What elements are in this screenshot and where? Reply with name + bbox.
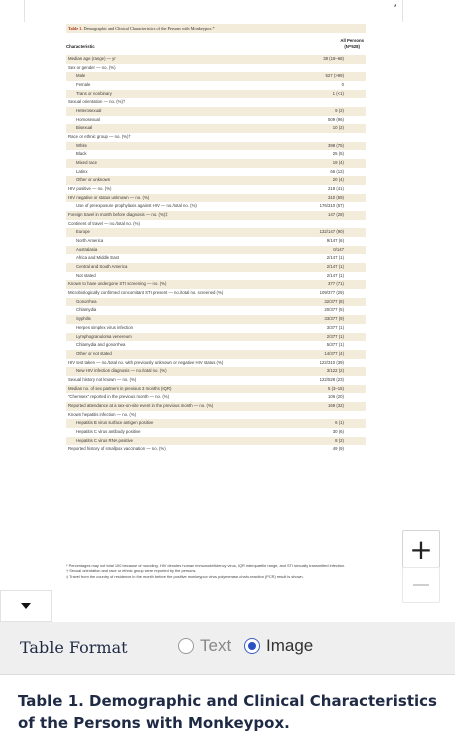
table-row: [66, 280, 366, 289]
row-value: 2/147 (1): [326, 255, 344, 261]
row-value: 310 (59): [327, 194, 344, 200]
row-value: 398 (75): [327, 142, 344, 148]
table-row: [66, 272, 366, 281]
row-characteristic: Central and South America: [76, 264, 128, 270]
row-characteristic: Chlamydia and gonorrhea: [76, 342, 126, 348]
table-image: [64, 22, 370, 612]
row-characteristic: Bisexual: [76, 125, 93, 131]
table-row: [66, 194, 366, 203]
row-characteristic: Homosexual: [76, 116, 100, 122]
footnote: * Percentages may not total 100 because of rounding. HIV denotes human immunodeficiency virus, IQR interquartile range, and STI sexually transmitted infection.: [66, 563, 346, 568]
format-option-text[interactable]: [178, 636, 231, 656]
table-title-label: Table 1.: [68, 26, 83, 31]
row-value: 5 (3–15): [327, 385, 344, 391]
table-row: [66, 124, 366, 133]
row-characteristic: North America: [76, 238, 104, 244]
row-value: 3/122 (2): [326, 368, 344, 374]
row-value: 38 (18–68): [323, 56, 344, 61]
row-value: 14/377 (4): [324, 350, 344, 356]
table-row: [66, 419, 366, 428]
toolbar-divider: [402, 0, 403, 22]
row-value: 2/147 (1): [326, 264, 344, 270]
row-value: 9 (2): [335, 108, 344, 114]
table-row: [66, 220, 366, 229]
table-image-viewer[interactable]: [0, 22, 455, 628]
row-characteristic: Race or ethnic group — no. (%)†: [68, 134, 131, 140]
row-value: 0: [341, 82, 344, 88]
row-value: 6 (1): [335, 420, 344, 426]
row-characteristic: White: [76, 142, 87, 148]
row-value: 122/528 (23): [319, 376, 344, 382]
row-characteristic: Microbiologically confirmed concomitant STI present — no./total no. screened (%): [68, 290, 224, 296]
table-footnotes: [66, 563, 366, 579]
table-rows: [66, 55, 366, 454]
row-value: 2/147 (1): [326, 272, 344, 278]
toolbar-glyph: ,: [393, 0, 397, 9]
row-characteristic: Foreign travel in month before diagnosis — no. (%)‡: [68, 212, 168, 218]
row-characteristic: HIV test taken — no./total no. with previously unknown or negative HIV status (%): [68, 359, 224, 365]
row-characteristic: Australasia: [76, 246, 98, 252]
row-characteristic: Not stated: [76, 272, 96, 278]
row-characteristic: Use of preexposure prophylaxis against HIV — no./total no. (%): [76, 203, 197, 209]
row-characteristic: Africa and Middle East: [76, 255, 119, 261]
radio-icon[interactable]: [178, 638, 194, 654]
row-value: 66 (12): [330, 168, 344, 174]
row-characteristic: HIV positive — no. (%): [68, 186, 112, 192]
row-value: 10 (2): [332, 125, 344, 131]
row-characteristic: Reported history of smallpox vaccination — no. (%): [68, 446, 166, 452]
row-characteristic: Syphilis: [76, 316, 91, 322]
row-characteristic: Herpes simplex virus infection: [76, 324, 134, 330]
table-row: [66, 211, 366, 220]
row-value: 147 (28): [327, 212, 344, 218]
table-row: [66, 90, 366, 99]
row-characteristic: Sex or gender — no. (%): [68, 64, 116, 70]
row-value: 3/377 (1): [326, 324, 344, 330]
row-characteristic: Known to have undergone STI screening — no. (%): [68, 281, 167, 287]
format-option-image[interactable]: [244, 636, 313, 656]
top-toolbar: [0, 0, 455, 23]
footnote: ‡ Travel from the country of residence in the month before the positive monkeypox virus polymerase-chain-reaction (PCR) result is shown.: [66, 573, 304, 579]
table-row: [66, 237, 366, 246]
row-value: 122/310 (39): [319, 359, 344, 365]
row-value: 106 (20): [327, 394, 344, 400]
row-value: 33/377 (9): [324, 316, 344, 322]
row-value: 132/147 (90): [319, 229, 344, 235]
row-characteristic: New HIV infection diagnosis — no./total no. (%): [76, 368, 167, 374]
row-characteristic: Lymphogranuloma venereum: [76, 333, 132, 339]
row-value: 9/147 (6): [326, 238, 344, 244]
table-row: [66, 176, 366, 185]
table-row: [66, 437, 366, 446]
row-value: 25 (5): [332, 151, 344, 157]
row-value: 30 (6): [332, 428, 344, 434]
column-header-characteristic: Characteristic: [66, 44, 95, 49]
row-characteristic: Other or not stated: [76, 350, 112, 356]
table-row: [66, 350, 366, 359]
column-header-all-persons-line1: All Persons: [340, 38, 364, 43]
column-header-all-persons-line2: (N=528): [344, 43, 360, 49]
row-value: 19 (4): [332, 160, 344, 166]
row-characteristic: Heterosexual: [76, 108, 102, 114]
table-row: [66, 142, 366, 151]
row-value: 169 (32): [327, 402, 344, 408]
table-row: [66, 289, 366, 298]
row-characteristic: Black: [76, 151, 87, 157]
row-value: 509 (96): [327, 116, 344, 122]
minus-icon: [413, 584, 429, 586]
row-value: 377 (71): [327, 281, 344, 287]
row-characteristic: Hepatitis C virus RNA positive: [76, 437, 134, 443]
table-row: [66, 263, 366, 272]
table-row: [66, 185, 366, 194]
table-row: [66, 411, 366, 420]
row-characteristic: Sexual history not known — no. (%): [68, 376, 137, 382]
row-value: 20 (4): [332, 177, 344, 183]
row-value: 5/377 (1): [326, 342, 344, 348]
row-characteristic: “Chemsex” reported in the previous month — no. (%): [68, 394, 170, 400]
row-characteristic: Europe: [76, 229, 90, 235]
table-row: [66, 359, 366, 368]
row-characteristic: Sexual orientation — no. (%)†: [68, 99, 126, 105]
row-value: 109/377 (29): [319, 290, 344, 296]
table-row: [66, 306, 366, 315]
table-row: [66, 246, 366, 255]
column-header-all-persons: [340, 38, 364, 49]
format-option-image-label: Image: [266, 636, 314, 655]
table-format-bar: [0, 622, 455, 675]
row-value: 20/377 (5): [324, 307, 344, 313]
row-characteristic: Female: [76, 82, 91, 88]
row-characteristic: Gonorrhea: [76, 298, 97, 304]
table-row: [66, 228, 366, 237]
row-value: 0/147: [333, 246, 344, 252]
table-row: [66, 81, 366, 90]
row-value: 2/377 (1): [326, 333, 344, 339]
row-value: 218 (41): [327, 186, 344, 192]
table-row: [66, 202, 366, 211]
table-row: [66, 55, 366, 64]
table-title-text: Demographic and Clinical Characteristics of the Persons with Monkeypox.*: [83, 26, 215, 31]
table-row: [66, 315, 366, 324]
table-row: [66, 133, 366, 142]
row-characteristic: Known hepatitis infection — no. (%): [68, 411, 137, 417]
chevron-down-icon: [21, 603, 31, 609]
table-row: [66, 428, 366, 437]
footnote: † Sexual orientation and race or ethnic group were reported by the persons.: [66, 568, 197, 574]
row-value: 176/310 (57): [319, 203, 344, 209]
table-row: [66, 298, 366, 307]
row-characteristic: Chlamydia: [76, 307, 97, 313]
table-format-label: Table Format: [20, 638, 128, 657]
row-characteristic: Median age (range) — yr: [68, 56, 116, 61]
table-row: [66, 254, 366, 263]
table-row: [66, 367, 366, 376]
row-value: 1 (<1): [332, 90, 344, 96]
toolbar-divider: [24, 0, 25, 22]
table-row: [66, 385, 366, 394]
table-row: [66, 107, 366, 116]
row-characteristic: Reported attendance at a sex-on-site event in the previous month — no. (%): [68, 402, 214, 408]
table-row: [66, 333, 366, 342]
row-value: 8 (2): [335, 437, 344, 443]
row-characteristic: Mixed race: [76, 160, 98, 166]
table-row: [66, 402, 366, 411]
dropdown-toggle[interactable]: [0, 590, 52, 622]
table-row: [66, 445, 366, 454]
row-value: 49 (9): [332, 446, 344, 452]
table-title: [66, 24, 366, 33]
table-row: [66, 98, 366, 107]
table-row: [66, 393, 366, 402]
row-characteristic: Median no. of sex partners in previous 3 months (IQR): [68, 385, 172, 391]
radio-selected-icon[interactable]: [244, 638, 260, 654]
row-value: 527 (>99): [325, 73, 344, 79]
row-characteristic: Other or unknown: [76, 177, 111, 183]
row-characteristic: HIV negative or status unknown — no. (%): [68, 194, 150, 200]
row-characteristic: Hepatitis B virus surface antigen positive: [76, 420, 154, 426]
table-row: [66, 376, 366, 385]
table-row: [66, 150, 366, 159]
table-row: [66, 168, 366, 177]
zoom-in-button[interactable]: [402, 530, 440, 568]
format-option-text-label: Text: [200, 636, 232, 655]
table-caption: Table 1. Demographic and Clinical Characteristics of the Persons with Monkeypox.: [18, 692, 437, 732]
row-characteristic: Hepatitis C virus antibody positive: [76, 428, 141, 434]
table-row: [66, 116, 366, 125]
plus-icon: +: [409, 532, 433, 566]
table-row: [66, 72, 366, 81]
table-row: [66, 159, 366, 168]
row-value: 32/377 (8): [324, 298, 344, 304]
row-characteristic: Male: [76, 73, 86, 79]
row-characteristic: Continent of travel — no./total no. (%): [68, 220, 140, 226]
table-row: [66, 64, 366, 73]
row-characteristic: Latinx: [76, 168, 88, 174]
table-row: [66, 341, 366, 350]
table-row: [66, 324, 366, 333]
row-characteristic: Trans or nonbinary: [76, 90, 112, 96]
zoom-out-button[interactable]: [402, 567, 440, 603]
